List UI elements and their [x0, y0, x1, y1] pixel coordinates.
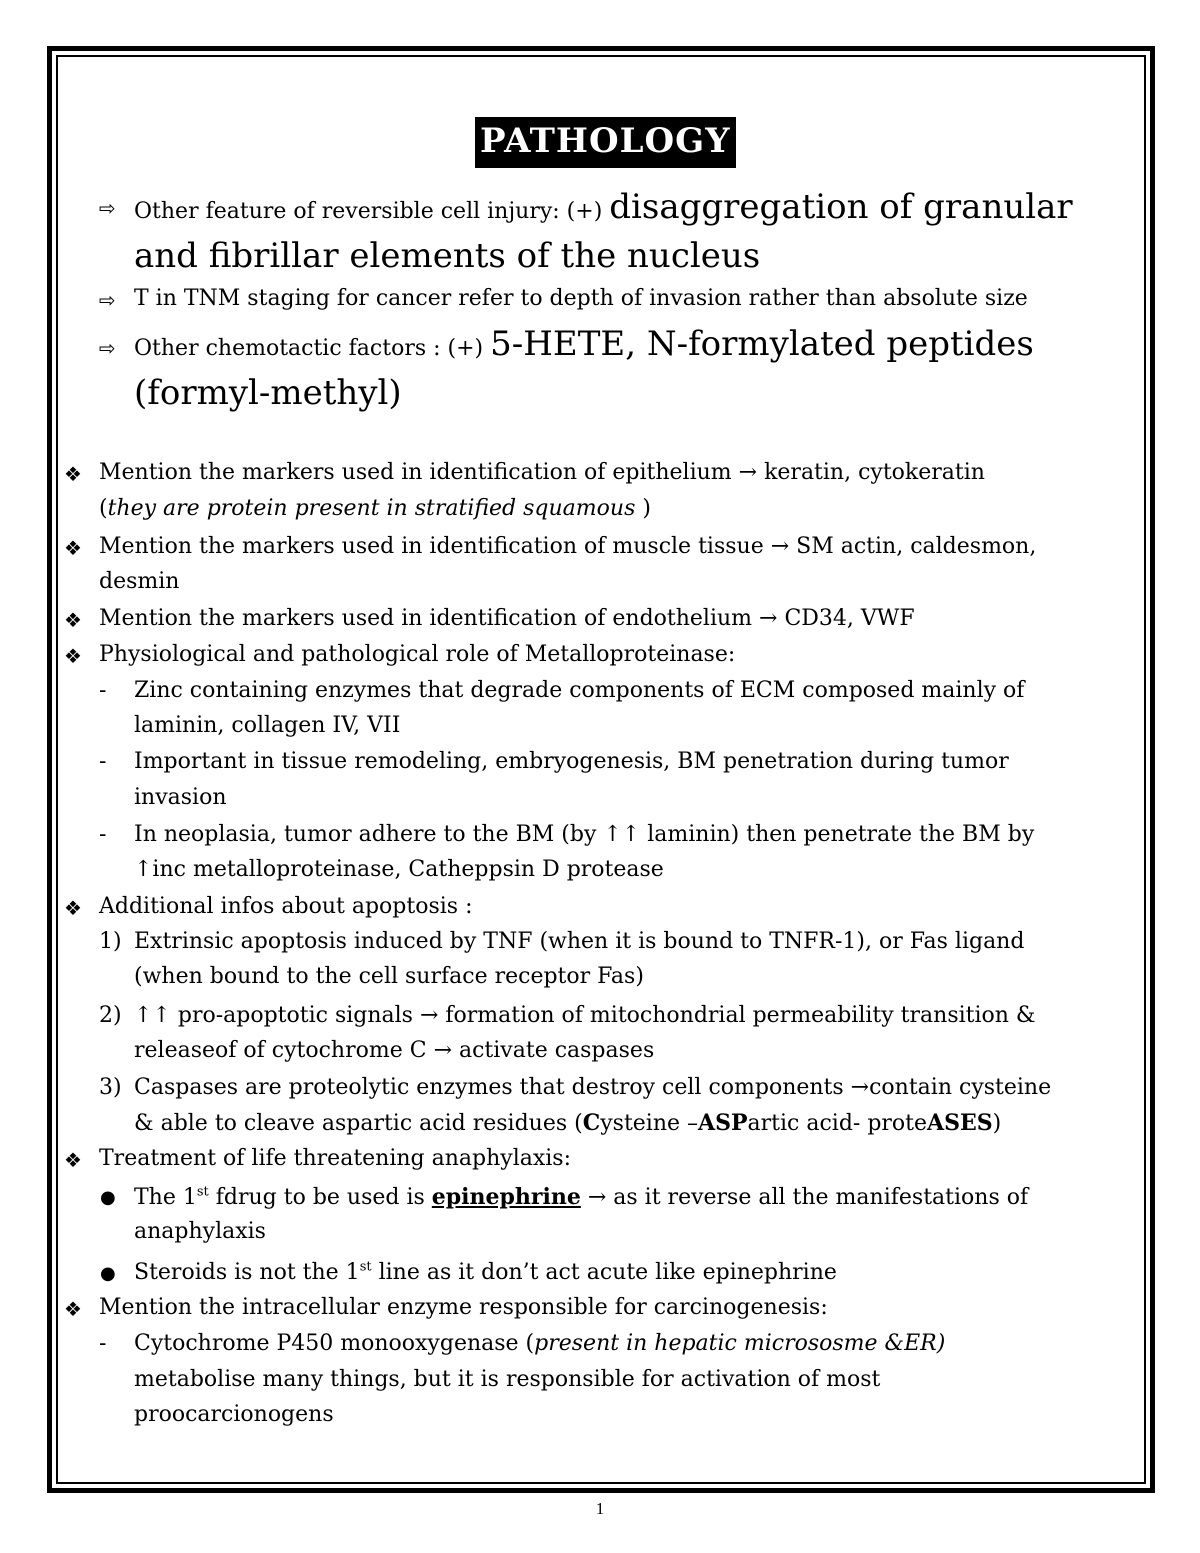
diamond-bullet-icon: ❖: [64, 1148, 82, 1172]
q4-item-1-line1: Zinc containing enzymes that degrade components of ECM composed mainly of: [134, 678, 1025, 703]
q7-item-line1: Cytochrome P450 monooxygenase (present in hepatic micrososme &ER): [134, 1331, 946, 1356]
q4-item-2-line1: Important in tissue remodeling, embryogenesis, BM penetration during tumor: [134, 749, 1009, 774]
arrow-item-3-line2: (formyl-methyl): [134, 373, 402, 413]
diamond-bullet-icon: ❖: [64, 896, 82, 920]
dash-bullet: -: [99, 822, 107, 847]
q2-line2: desmin: [99, 569, 180, 594]
diamond-bullet-icon: ❖: [64, 462, 82, 486]
q5-item-3-line2: & able to cleave aspartic acid residues (Cysteine –ASPartic acid- proteASES): [134, 1110, 1002, 1136]
diamond-bullet-icon: ❖: [64, 536, 82, 560]
q6-bullet-1-line1: The 1st fdrug to be used is epinephrine → as it reverse all the manifestations of: [134, 1184, 1029, 1210]
q1-line2: (they are protein present in stratified squamous ): [99, 496, 651, 521]
q5-item-1-line1: Extrinsic apoptosis induced by TNF (when it is bound to TNFR-1), or Fas ligand: [134, 929, 1025, 954]
q5-item-2-line2: releaseof of cytochrome C → activate caspases: [134, 1038, 655, 1063]
arrow-bullet-icon: ⇨: [99, 196, 116, 220]
q5-item-2-line1: ↑↑ pro-apoptotic signals → formation of mitochondrial permeability transition &: [134, 1003, 1036, 1028]
round-bullet: ●: [100, 1263, 116, 1284]
page-title: PATHOLOGY: [475, 117, 736, 168]
dash-bullet: -: [99, 678, 107, 703]
q4-item-2-line2: invasion: [134, 785, 227, 810]
arrow-item-2: T in TNM staging for cancer refer to depth of invasion rather than absolute size: [134, 286, 1028, 311]
arrow-item-1-line1: Other feature of reversible cell injury: (+) disaggregation of granular: [134, 187, 1073, 227]
q4-item-3-line1: In neoplasia, tumor adhere to the BM (by ↑↑ laminin) then penetrate the BM by: [134, 822, 1035, 847]
q4-line1: Physiological and pathological role of Metalloproteinase:: [99, 642, 736, 667]
q7-item-line2: metabolise many things, but it is responsible for activation of most: [134, 1367, 881, 1392]
dash-bullet: -: [99, 749, 107, 774]
round-bullet: ●: [100, 1187, 116, 1208]
list-number: 2): [99, 1003, 122, 1028]
q5-line1: Additional infos about apoptosis :: [99, 894, 473, 919]
q1-line1: Mention the markers used in identification of epithelium → keratin, cytokeratin: [99, 460, 985, 485]
q6-line1: Treatment of life threatening anaphylaxis:: [99, 1146, 572, 1171]
arrow-bullet-icon: ⇨: [99, 288, 116, 312]
diamond-bullet-icon: ❖: [64, 608, 82, 632]
list-number: 3): [99, 1075, 122, 1100]
q5-item-1-line2: (when bound to the cell surface receptor Fas): [134, 964, 644, 989]
q4-item-3-line2: ↑inc metalloproteinase, Catheppsin D protease: [134, 857, 664, 882]
arrow-item-1-line2: and fibrillar elements of the nucleus: [134, 236, 761, 276]
list-number: 1): [99, 929, 122, 954]
q6-bullet-2: Steroids is not the 1st line as it don’t act acute like epinephrine: [134, 1259, 837, 1285]
q6-bullet-1-line2: anaphylaxis: [134, 1219, 266, 1244]
diamond-bullet-icon: ❖: [64, 644, 82, 668]
q2-line1: Mention the markers used in identification of muscle tissue → SM actin, caldesmon,: [99, 534, 1037, 559]
arrow-bullet-icon: ⇨: [99, 336, 116, 360]
q4-item-1-line2: laminin, collagen IV, VII: [134, 713, 401, 738]
dash-bullet: -: [99, 1331, 107, 1356]
diamond-bullet-icon: ❖: [64, 1297, 82, 1321]
q5-item-3-line1: Caspases are proteolytic enzymes that destroy cell components →contain cysteine: [134, 1075, 1052, 1100]
page-number: 1: [595, 1499, 605, 1518]
arrow-item-3-line1: Other chemotactic factors : (+) 5-HETE, N-formylated peptides: [134, 324, 1034, 364]
q7-item-line3: proocarcionogens: [134, 1402, 334, 1427]
q3-line1: Mention the markers used in identification of endothelium → CD34, VWF: [99, 606, 915, 631]
q7-line1: Mention the intracellular enzyme responsible for carcinogenesis:: [99, 1295, 828, 1320]
